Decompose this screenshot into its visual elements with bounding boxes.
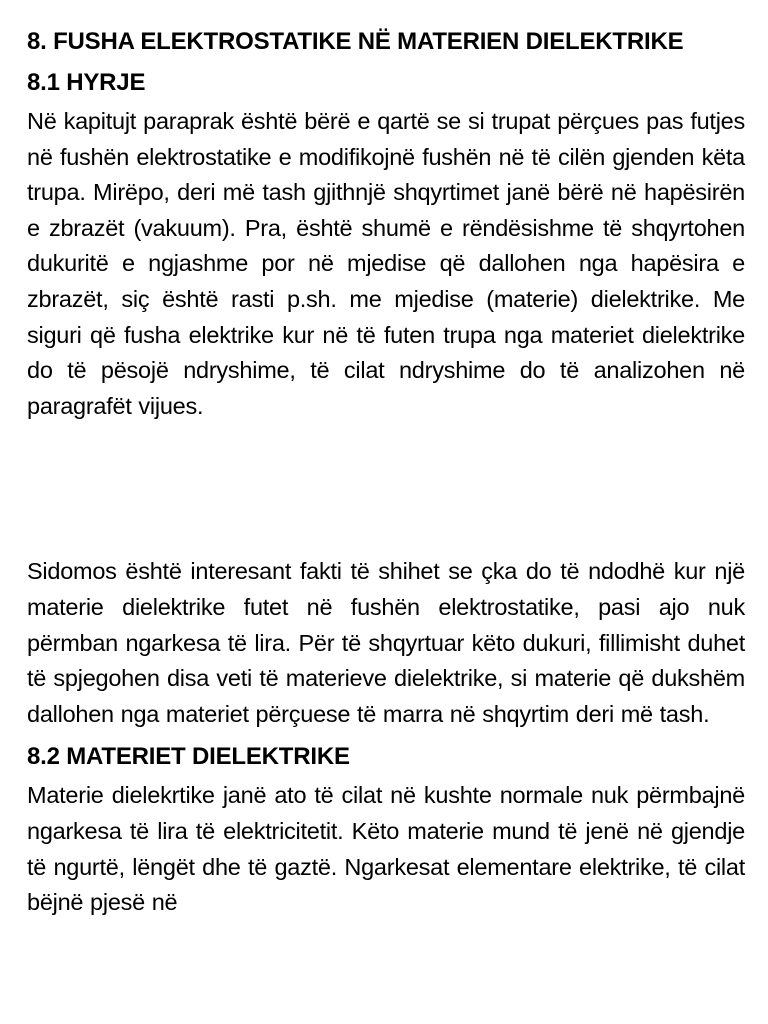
section-heading-intro: 8.1 HYRJE [27,69,146,96]
document-page [27,24,745,921]
chapter-title: 8. FUSHA ELEKTROSTATIKE NË MATERIEN DIELEKTRIKE [27,28,684,55]
blank-space [27,424,745,554]
section-heading-dielectric-materials: 8.2 MATERIET DIELEKTRIKE [27,743,350,771]
intro-paragraph-2: Sidomos është interesant fakti të shihet se çka do të ndodhë kur një materie dielektrike futet në fushën elektrostatike, pasi ajo nuk përmban ngarkesa të lira. Për të shqyrtuar këto dukuri, fillimisht duhet të spjegohen disa veti të materieve dielektrike, si materie që dukshëm dallohen nga materiet përçuese të marra në shqyrtim deri më tash. [27,558,745,727]
dielectric-paragraph-1: Materie dielekrtike janë ato të cilat në kushte normale nuk përmbajnë ngarkesa të lira të elektricitetit. Këto materie mund të jenë në gjendje të ngurtë, lëngët dhe të gaztë. Ngarkesat elementare elektrike, të cilat bëjnë pjesë në [27,782,745,916]
intro-paragraph-1: Në kapitujt paraprak është bërë e qartë se si trupat përçues pas futjes në fushën elektrostatike e modifikojnë fushën në të cilën gjenden këta trupa. Mirëpo, deri më tash gjithnjë shqyrtimet janë bërë në hapësirën e zbrazët (vakuum). Pra, është shumë e rëndësishme të shqyrtohen dukuritë e ngjashme por në mjedise që dallohen nga hapësira e zbrazët, siç është rasti p.sh. me mjedise (materie) dielektrike. Me siguri që fusha elektrike kur në të futen trupa nga materiet dielektrike do të pësojë ndryshime, të cilat ndryshime do të analizohen në paragrafët vijues. [27,108,745,419]
